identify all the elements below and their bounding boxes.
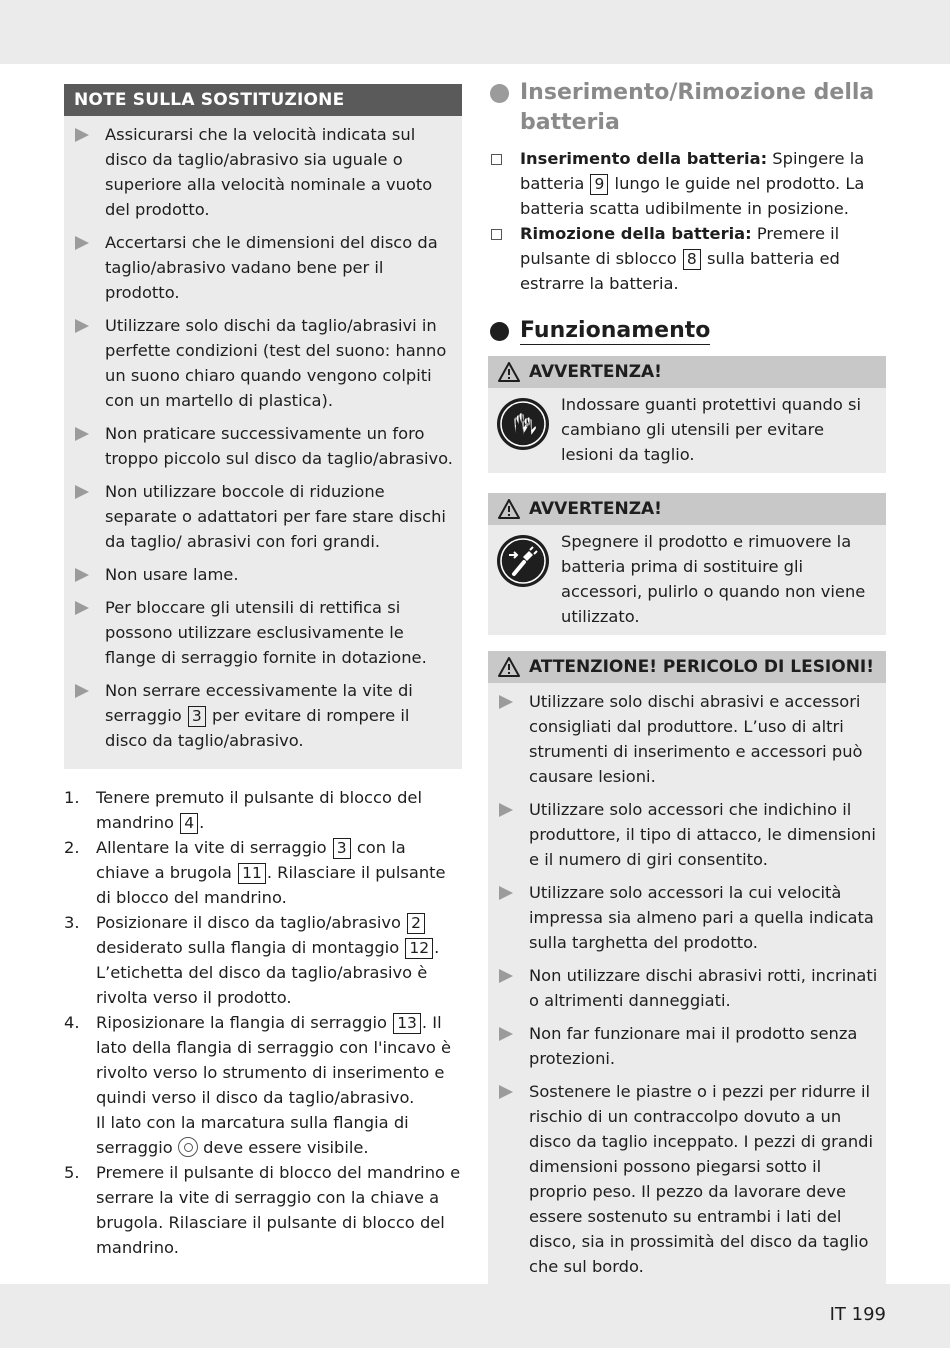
list-item: Inserimento della batteria: Spingere la batteria 9 lungo le guide nel prodotto. La batteria scatta udibilmente in posizione. — [488, 146, 886, 221]
part-ref: 9 — [590, 174, 608, 195]
checkbox-bullet-icon — [491, 229, 502, 240]
steps-list — [64, 785, 462, 1260]
list-item: Utilizzare solo dischi abrasivi e accessori consigliati dal produttore. L’uso di altri strumenti di inserimento e accessori può causare lesioni. — [488, 689, 878, 789]
list-item: Utilizzare solo accessori che indichino il produttore, il tipo di attacco, le dimensioni e il numero di giri consentito. — [488, 797, 878, 872]
page-number: IT 199 — [829, 1304, 886, 1325]
triangle-bullet-icon — [75, 427, 89, 441]
part-ref: 11 — [238, 863, 266, 884]
list-item: Utilizzare solo accessori la cui velocità impressa sia almeno pari a quella indicata sulla targhetta del prodotto. — [488, 880, 878, 955]
caution-list — [488, 683, 886, 1279]
step-item: 5. Premere il pulsante di blocco del mandrino e serrare la vite di serraggio con la chiave a brugola. Rilasciare il pulsante di blocco del mandrino. — [64, 1163, 461, 1257]
warning-box-battery — [488, 493, 886, 635]
warning-triangle-icon — [498, 362, 520, 382]
triangle-bullet-icon — [75, 128, 89, 142]
operation-section-title: Funzionamento — [488, 316, 886, 346]
bullet-dot-icon — [490, 322, 509, 341]
list-item: Non usare lame. — [64, 562, 454, 587]
triangle-bullet-icon — [499, 886, 513, 900]
battery-section-title: Inserimento/Rimozione della batteria — [488, 78, 886, 138]
warning-triangle-icon — [498, 657, 520, 677]
triangle-bullet-icon — [75, 684, 89, 698]
list-item: Non far funzionare mai il prodotto senza protezioni. — [488, 1021, 878, 1071]
list-item: Per bloccare gli utensili di rettifica si possono utilizzare esclusivamente le flange di serraggio fornite in dotazione. — [64, 595, 454, 670]
triangle-bullet-icon — [75, 485, 89, 499]
triangle-bullet-icon — [499, 1027, 513, 1041]
warning-triangle-icon — [498, 499, 520, 519]
step-item: 4. Riposizionare la flangia di serraggio 13 . Il lato della flangia di serraggio con l'incavo è rivolto verso lo strumento di inserimento e quindi verso il disco da taglio/abrasivo. Il lato con la marcatura sulla flangia di serraggio deve essere visibile. — [64, 1013, 452, 1157]
list-item: Utilizzare solo dischi da taglio/abrasivi in perfette condizioni (test del suono: hanno un suono chiaro quando vengono colpiti con un martello di plastica). — [64, 313, 454, 413]
caution-title: ATTENZIONE! PERICOLO DI LESIONI! — [488, 651, 886, 683]
triangle-bullet-icon — [75, 236, 89, 250]
warning-title: AVVERTENZA! — [488, 356, 886, 388]
right-column — [488, 78, 886, 1291]
part-ref: 13 — [393, 1013, 421, 1034]
step-item: 1. Tenere premuto il pulsante di blocco del mandrino 4 . — [64, 788, 422, 832]
triangle-bullet-icon — [499, 695, 513, 709]
warning-body: Indossare guanti protettivi quando si cambiano gli utensili per evitare lesioni da taglio. — [488, 388, 886, 473]
part-ref: 8 — [683, 249, 701, 270]
triangle-bullet-icon — [75, 601, 89, 615]
triangle-bullet-icon — [75, 568, 89, 582]
triangle-bullet-icon — [499, 803, 513, 817]
top-band — [0, 0, 950, 64]
triangle-bullet-icon — [499, 1085, 513, 1099]
part-ref: 3 — [333, 838, 351, 859]
part-ref: 12 — [405, 938, 433, 959]
part-ref: 2 — [407, 913, 425, 934]
warning-box-gloves — [488, 356, 886, 473]
part-ref: 4 — [180, 813, 198, 834]
bullet-dot-icon — [490, 84, 509, 103]
warning-body: Spegnere il prodotto e rimuovere la batteria prima di sostituire gli accessori, pulirlo o quando non viene utilizzato. — [488, 525, 886, 635]
left-column — [64, 84, 462, 1260]
unplug-icon — [497, 535, 549, 587]
list-item: Non utilizzare dischi abrasivi rotti, incrinati o altrimenti danneggiati. — [488, 963, 878, 1013]
triangle-bullet-icon — [75, 319, 89, 333]
warning-title: AVVERTENZA! — [488, 493, 886, 525]
triangle-bullet-icon — [499, 969, 513, 983]
list-item: Sostenere le piastre o i pezzi per ridurre il rischio di un contraccolpo dovuto a un disco da taglio inceppato. I pezzi di grandi dimensioni possono piegarsi sotto il proprio peso. Il pezzo da lavorare deve essere sostenuto su entrambi i lati del disco, sia in prossimità del disco da taglio che sul bordo. — [488, 1079, 878, 1279]
list-item: Assicurarsi che la velocità indicata sul disco da taglio/abrasivo sia uguale o superiore alla velocità nominale a vuoto del prodotto. — [64, 122, 454, 222]
battery-list — [488, 146, 886, 296]
list-item: Non utilizzare boccole di riduzione separate o adattatori per fare stare dischi da taglio/ abrasivi con fori grandi. — [64, 479, 454, 554]
list-item: Non serrare eccessivamente la vite di serraggio 3 per evitare di rompere il disco da taglio/abrasivo. — [64, 678, 454, 753]
step-item: 3. Posizionare il disco da taglio/abrasivo 2 desiderato sulla flangia di montaggio 12 . L’etichetta del disco da taglio/abrasivo è rivolta verso il prodotto. — [64, 913, 440, 1007]
replacement-notes-box — [64, 84, 462, 769]
step-item: 2. Allentare la vite di serraggio 3 con la chiave a brugola 11 . Rilasciare il pulsante di blocco del mandrino. — [64, 838, 446, 907]
gloves-icon — [497, 398, 549, 450]
notes-title: NOTE SULLA SOSTITUZIONE — [64, 84, 462, 116]
caution-box — [488, 651, 886, 1291]
checkbox-bullet-icon — [491, 154, 502, 165]
notes-list — [64, 116, 462, 753]
list-item: Rimozione della batteria: Premere il pulsante di sblocco 8 sulla batteria ed estrarre la batteria. — [488, 221, 886, 296]
list-item: Accertarsi che le dimensioni del disco da taglio/abrasivo vadano bene per il prodotto. — [64, 230, 454, 305]
part-ref: 3 — [188, 706, 206, 727]
footer-band — [0, 1284, 950, 1348]
flange-marking-icon — [178, 1137, 198, 1157]
list-item: Non praticare successivamente un foro troppo piccolo sul disco da taglio/abrasivo. — [64, 421, 454, 471]
